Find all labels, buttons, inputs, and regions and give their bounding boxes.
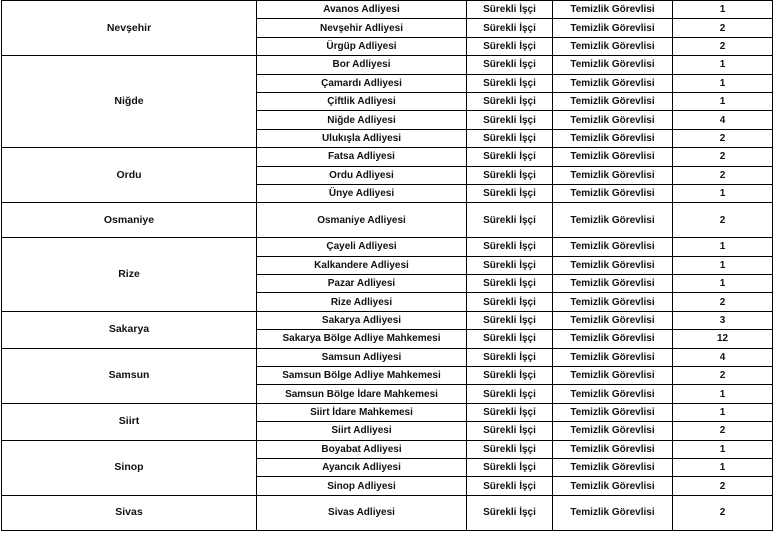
employment-type-cell: Sürekli İşçi xyxy=(467,37,553,55)
employment-type-cell: Sürekli İşçi xyxy=(467,19,553,37)
employment-type-cell: Sürekli İşçi xyxy=(467,111,553,129)
role-cell: Temizlik Görevlisi xyxy=(553,256,673,274)
role-cell: Temizlik Görevlisi xyxy=(553,422,673,440)
employment-type-cell: Sürekli İşçi xyxy=(467,458,553,476)
province-cell: Samsun xyxy=(2,348,257,403)
employment-type-cell: Sürekli İşçi xyxy=(467,166,553,184)
employment-type-cell: Sürekli İşçi xyxy=(467,203,553,238)
count-cell: 2 xyxy=(673,19,773,37)
court-cell: Boyabat Adliyesi xyxy=(257,440,467,458)
role-cell: Temizlik Görevlisi xyxy=(553,330,673,348)
court-cell: Niğde Adliyesi xyxy=(257,111,467,129)
court-cell: Çayeli Adliyesi xyxy=(257,238,467,256)
employment-type-cell: Sürekli İşçi xyxy=(467,56,553,74)
count-cell: 2 xyxy=(673,37,773,55)
court-cell: Sakarya Bölge Adliye Mahkemesi xyxy=(257,330,467,348)
count-cell: 2 xyxy=(673,367,773,385)
staff-allocation-table xyxy=(1,0,773,531)
role-cell: Temizlik Görevlisi xyxy=(553,92,673,110)
employment-type-cell: Sürekli İşçi xyxy=(467,330,553,348)
count-cell: 1 xyxy=(673,458,773,476)
province-cell: Sakarya xyxy=(2,311,257,348)
table-row xyxy=(2,238,773,256)
employment-type-cell: Sürekli İşçi xyxy=(467,348,553,366)
role-cell: Temizlik Görevlisi xyxy=(553,111,673,129)
table-row xyxy=(2,311,773,329)
employment-type-cell: Sürekli İşçi xyxy=(467,92,553,110)
table-row xyxy=(2,495,773,530)
role-cell: Temizlik Görevlisi xyxy=(553,37,673,55)
court-cell: Ünye Adliyesi xyxy=(257,184,467,202)
province-cell: Sivas xyxy=(2,495,257,530)
court-cell: Sinop Adliyesi xyxy=(257,477,467,495)
count-cell: 1 xyxy=(673,184,773,202)
employment-type-cell: Sürekli İşçi xyxy=(467,495,553,530)
employment-type-cell: Sürekli İşçi xyxy=(467,74,553,92)
court-cell: Nevşehir Adliyesi xyxy=(257,19,467,37)
role-cell: Temizlik Görevlisi xyxy=(553,129,673,147)
employment-type-cell: Sürekli İşçi xyxy=(467,422,553,440)
role-cell: Temizlik Görevlisi xyxy=(553,166,673,184)
table-row xyxy=(2,1,773,19)
count-cell: 4 xyxy=(673,111,773,129)
table-row xyxy=(2,440,773,458)
count-cell: 12 xyxy=(673,330,773,348)
count-cell: 2 xyxy=(673,495,773,530)
court-cell: Kalkandere Adliyesi xyxy=(257,256,467,274)
count-cell: 1 xyxy=(673,74,773,92)
table-row xyxy=(2,403,773,421)
table-row xyxy=(2,56,773,74)
role-cell: Temizlik Görevlisi xyxy=(553,275,673,293)
count-cell: 2 xyxy=(673,477,773,495)
employment-type-cell: Sürekli İşçi xyxy=(467,403,553,421)
count-cell: 1 xyxy=(673,1,773,19)
court-cell: Avanos Adliyesi xyxy=(257,1,467,19)
employment-type-cell: Sürekli İşçi xyxy=(467,367,553,385)
count-cell: 1 xyxy=(673,440,773,458)
count-cell: 2 xyxy=(673,203,773,238)
employment-type-cell: Sürekli İşçi xyxy=(467,148,553,166)
table-body xyxy=(2,1,773,531)
role-cell: Temizlik Görevlisi xyxy=(553,367,673,385)
court-cell: Pazar Adliyesi xyxy=(257,275,467,293)
employment-type-cell: Sürekli İşçi xyxy=(467,184,553,202)
role-cell: Temizlik Görevlisi xyxy=(553,440,673,458)
role-cell: Temizlik Görevlisi xyxy=(553,311,673,329)
employment-type-cell: Sürekli İşçi xyxy=(467,238,553,256)
table-row xyxy=(2,203,773,238)
province-cell: Osmaniye xyxy=(2,203,257,238)
count-cell: 2 xyxy=(673,422,773,440)
court-cell: Osmaniye Adliyesi xyxy=(257,203,467,238)
court-cell: Ulukışla Adliyesi xyxy=(257,129,467,147)
count-cell: 4 xyxy=(673,348,773,366)
role-cell: Temizlik Görevlisi xyxy=(553,74,673,92)
role-cell: Temizlik Görevlisi xyxy=(553,348,673,366)
court-cell: Çamardı Adliyesi xyxy=(257,74,467,92)
province-cell: Nevşehir xyxy=(2,1,257,56)
court-cell: Ordu Adliyesi xyxy=(257,166,467,184)
role-cell: Temizlik Görevlisi xyxy=(553,385,673,403)
employment-type-cell: Sürekli İşçi xyxy=(467,1,553,19)
employment-type-cell: Sürekli İşçi xyxy=(467,256,553,274)
court-cell: Rize Adliyesi xyxy=(257,293,467,311)
court-cell: Bor Adliyesi xyxy=(257,56,467,74)
role-cell: Temizlik Görevlisi xyxy=(553,495,673,530)
count-cell: 2 xyxy=(673,148,773,166)
employment-type-cell: Sürekli İşçi xyxy=(467,477,553,495)
count-cell: 1 xyxy=(673,275,773,293)
count-cell: 1 xyxy=(673,403,773,421)
count-cell: 2 xyxy=(673,293,773,311)
role-cell: Temizlik Görevlisi xyxy=(553,293,673,311)
court-cell: Samsun Bölge İdare Mahkemesi xyxy=(257,385,467,403)
role-cell: Temizlik Görevlisi xyxy=(553,184,673,202)
count-cell: 1 xyxy=(673,385,773,403)
court-cell: Ayancık Adliyesi xyxy=(257,458,467,476)
count-cell: 3 xyxy=(673,311,773,329)
court-cell: Fatsa Adliyesi xyxy=(257,148,467,166)
employment-type-cell: Sürekli İşçi xyxy=(467,385,553,403)
employment-type-cell: Sürekli İşçi xyxy=(467,129,553,147)
role-cell: Temizlik Görevlisi xyxy=(553,403,673,421)
count-cell: 2 xyxy=(673,166,773,184)
province-cell: Ordu xyxy=(2,148,257,203)
court-cell: Siirt Adliyesi xyxy=(257,422,467,440)
role-cell: Temizlik Görevlisi xyxy=(553,1,673,19)
count-cell: 1 xyxy=(673,56,773,74)
court-cell: Samsun Adliyesi xyxy=(257,348,467,366)
count-cell: 2 xyxy=(673,129,773,147)
province-cell: Rize xyxy=(2,238,257,312)
count-cell: 1 xyxy=(673,238,773,256)
province-cell: Niğde xyxy=(2,56,257,148)
court-cell: Ürgüp Adliyesi xyxy=(257,37,467,55)
role-cell: Temizlik Görevlisi xyxy=(553,477,673,495)
table-row xyxy=(2,348,773,366)
role-cell: Temizlik Görevlisi xyxy=(553,56,673,74)
role-cell: Temizlik Görevlisi xyxy=(553,148,673,166)
count-cell: 1 xyxy=(673,256,773,274)
court-cell: Çiftlik Adliyesi xyxy=(257,92,467,110)
employment-type-cell: Sürekli İşçi xyxy=(467,311,553,329)
role-cell: Temizlik Görevlisi xyxy=(553,19,673,37)
province-cell: Sinop xyxy=(2,440,257,495)
court-cell: Sakarya Adliyesi xyxy=(257,311,467,329)
court-cell: Siirt İdare Mahkemesi xyxy=(257,403,467,421)
table-row xyxy=(2,148,773,166)
count-cell: 1 xyxy=(673,92,773,110)
role-cell: Temizlik Görevlisi xyxy=(553,238,673,256)
role-cell: Temizlik Görevlisi xyxy=(553,203,673,238)
court-cell: Samsun Bölge Adliye Mahkemesi xyxy=(257,367,467,385)
court-cell: Sivas Adliyesi xyxy=(257,495,467,530)
province-cell: Siirt xyxy=(2,403,257,440)
employment-type-cell: Sürekli İşçi xyxy=(467,275,553,293)
role-cell: Temizlik Görevlisi xyxy=(553,458,673,476)
employment-type-cell: Sürekli İşçi xyxy=(467,440,553,458)
employment-type-cell: Sürekli İşçi xyxy=(467,293,553,311)
